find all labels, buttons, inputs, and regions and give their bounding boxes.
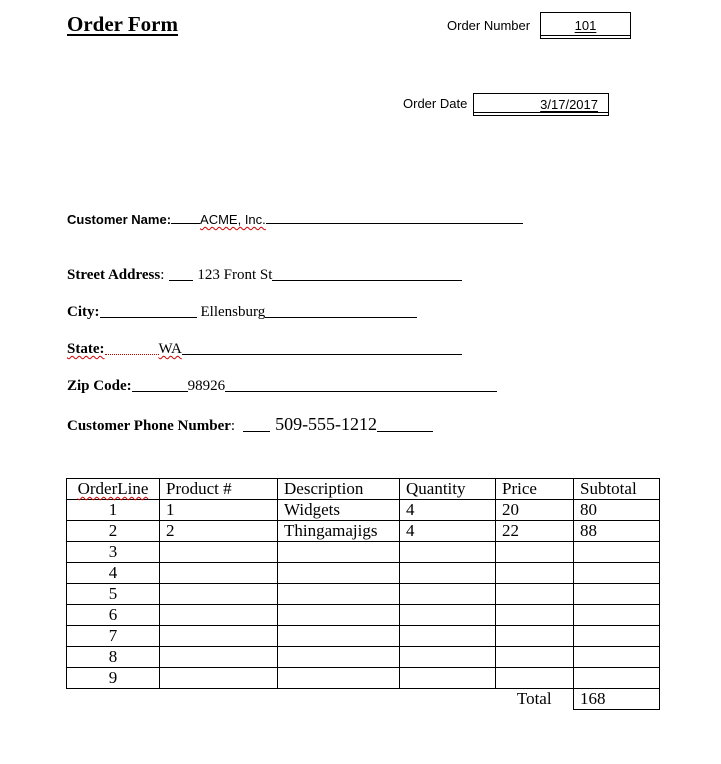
table-row — [67, 500, 660, 521]
table-row — [67, 542, 660, 563]
col-header-quantity: Quantity — [400, 479, 496, 500]
cell-subtotal[interactable]: 80 — [574, 500, 660, 521]
city-row — [67, 304, 417, 321]
cell-product[interactable] — [160, 542, 278, 563]
cell-product[interactable] — [160, 668, 278, 689]
cell-orderline: 7 — [67, 626, 160, 647]
cell-description[interactable] — [278, 626, 400, 647]
table-row — [67, 647, 660, 668]
total-value[interactable]: 168 — [574, 689, 660, 710]
table-row — [67, 626, 660, 647]
cell-price[interactable] — [496, 584, 574, 605]
city-fill — [265, 316, 417, 318]
cell-subtotal[interactable] — [574, 584, 660, 605]
cell-price[interactable] — [496, 542, 574, 563]
total-label: Total — [516, 689, 552, 709]
cell-subtotal[interactable] — [574, 563, 660, 584]
state-value[interactable]: WA — [158, 341, 182, 357]
cell-price[interactable] — [496, 668, 574, 689]
table-row — [67, 605, 660, 626]
cell-subtotal[interactable] — [574, 626, 660, 647]
cell-price[interactable] — [496, 563, 574, 584]
total-row — [67, 689, 660, 710]
order-date-field[interactable] — [473, 93, 609, 116]
cell-description[interactable]: Thingamajigs — [278, 521, 400, 542]
state-leader — [105, 353, 159, 355]
order-number-field[interactable] — [540, 12, 631, 39]
col-header-price: Price — [496, 479, 574, 500]
page-title: Order Form — [67, 12, 178, 36]
phone-value[interactable]: 509-555-1212 — [275, 414, 378, 434]
cell-description[interactable] — [278, 584, 400, 605]
order-date-value: 3/17/2017 — [540, 97, 598, 112]
table-row — [67, 584, 660, 605]
zip-code-row — [67, 378, 497, 395]
cell-product[interactable] — [160, 605, 278, 626]
customer-name-fill — [266, 222, 523, 224]
order-number-label: Order Number — [447, 18, 531, 33]
phone-colon: : — [230, 418, 236, 434]
zip-fill — [225, 390, 497, 392]
cell-subtotal[interactable] — [574, 647, 660, 668]
cell-description[interactable] — [278, 542, 400, 563]
street-address-value[interactable]: 123 Front St — [197, 267, 273, 283]
order-date-underline — [474, 112, 608, 113]
cell-price[interactable] — [496, 647, 574, 668]
order-number-underline — [541, 35, 630, 36]
cell-product[interactable] — [160, 647, 278, 668]
zip-code-label: Zip Code: — [67, 378, 132, 394]
cell-quantity[interactable]: 4 — [400, 521, 496, 542]
cell-orderline: 1 — [67, 500, 160, 521]
street-leader — [169, 279, 193, 281]
cell-quantity[interactable] — [400, 668, 496, 689]
cell-price[interactable] — [496, 605, 574, 626]
cell-orderline: 4 — [67, 563, 160, 584]
cell-orderline: 6 — [67, 605, 160, 626]
state-fill — [182, 353, 462, 355]
order-lines-table — [66, 478, 660, 710]
customer-name-label-text: Customer Name: — [67, 212, 172, 227]
cell-product[interactable] — [160, 626, 278, 647]
col-header-orderline — [67, 479, 160, 500]
col-header-description: Description — [278, 479, 400, 500]
table-row — [67, 668, 660, 689]
customer-name-label — [67, 212, 171, 227]
cell-price[interactable]: 22 — [496, 521, 574, 542]
cell-subtotal[interactable] — [574, 605, 660, 626]
cell-quantity[interactable] — [400, 542, 496, 563]
table-row — [67, 563, 660, 584]
cell-quantity[interactable] — [400, 647, 496, 668]
phone-row — [67, 414, 433, 435]
order-number-value: 101 — [574, 18, 597, 33]
cell-product[interactable] — [160, 584, 278, 605]
customer-name-value[interactable]: ACME, Inc. — [200, 212, 266, 227]
street-address-colon: : — [160, 267, 165, 283]
cell-orderline: 2 — [67, 521, 160, 542]
phone-fill — [377, 430, 433, 432]
state-label: State: — [67, 341, 105, 357]
col-header-orderline-text: OrderLine — [77, 479, 149, 498]
zip-leader — [132, 390, 188, 392]
street-address-label: Street Address — [67, 267, 161, 283]
cell-product[interactable] — [160, 563, 278, 584]
cell-orderline: 9 — [67, 668, 160, 689]
cell-quantity[interactable]: 4 — [400, 500, 496, 521]
cell-subtotal[interactable] — [574, 542, 660, 563]
cell-product[interactable]: 2 — [160, 521, 278, 542]
cell-description[interactable] — [278, 668, 400, 689]
zip-code-value[interactable]: 98926 — [187, 378, 226, 394]
phone-label: Customer Phone Number — [67, 418, 231, 434]
cell-quantity[interactable] — [400, 563, 496, 584]
state-row — [67, 341, 462, 358]
col-header-subtotal: Subtotal — [574, 479, 660, 500]
cell-orderline: 3 — [67, 542, 160, 563]
table-row — [67, 521, 660, 542]
street-fill — [272, 279, 462, 281]
cell-subtotal[interactable] — [574, 668, 660, 689]
cell-quantity[interactable] — [400, 605, 496, 626]
cell-quantity[interactable] — [400, 626, 496, 647]
cell-price[interactable]: 20 — [496, 500, 574, 521]
order-date-label: Order Date — [403, 96, 468, 111]
city-leader — [100, 316, 197, 318]
col-header-product: Product # — [160, 479, 278, 500]
cell-quantity[interactable] — [400, 584, 496, 605]
cell-orderline: 5 — [67, 584, 160, 605]
cell-description[interactable]: Widgets — [278, 500, 400, 521]
cell-product[interactable]: 1 — [160, 500, 278, 521]
city-label: City: — [67, 304, 100, 320]
table-header-row — [67, 479, 660, 500]
city-value[interactable]: Ellensburg — [200, 304, 266, 320]
phone-leader — [243, 430, 270, 432]
street-address-row — [67, 267, 462, 284]
customer-name-leader — [171, 222, 200, 224]
cell-subtotal[interactable]: 88 — [574, 521, 660, 542]
cell-description[interactable] — [278, 605, 400, 626]
customer-name-row — [67, 212, 523, 227]
cell-description[interactable] — [278, 563, 400, 584]
cell-price[interactable] — [496, 626, 574, 647]
cell-orderline: 8 — [67, 647, 160, 668]
cell-description[interactable] — [278, 647, 400, 668]
